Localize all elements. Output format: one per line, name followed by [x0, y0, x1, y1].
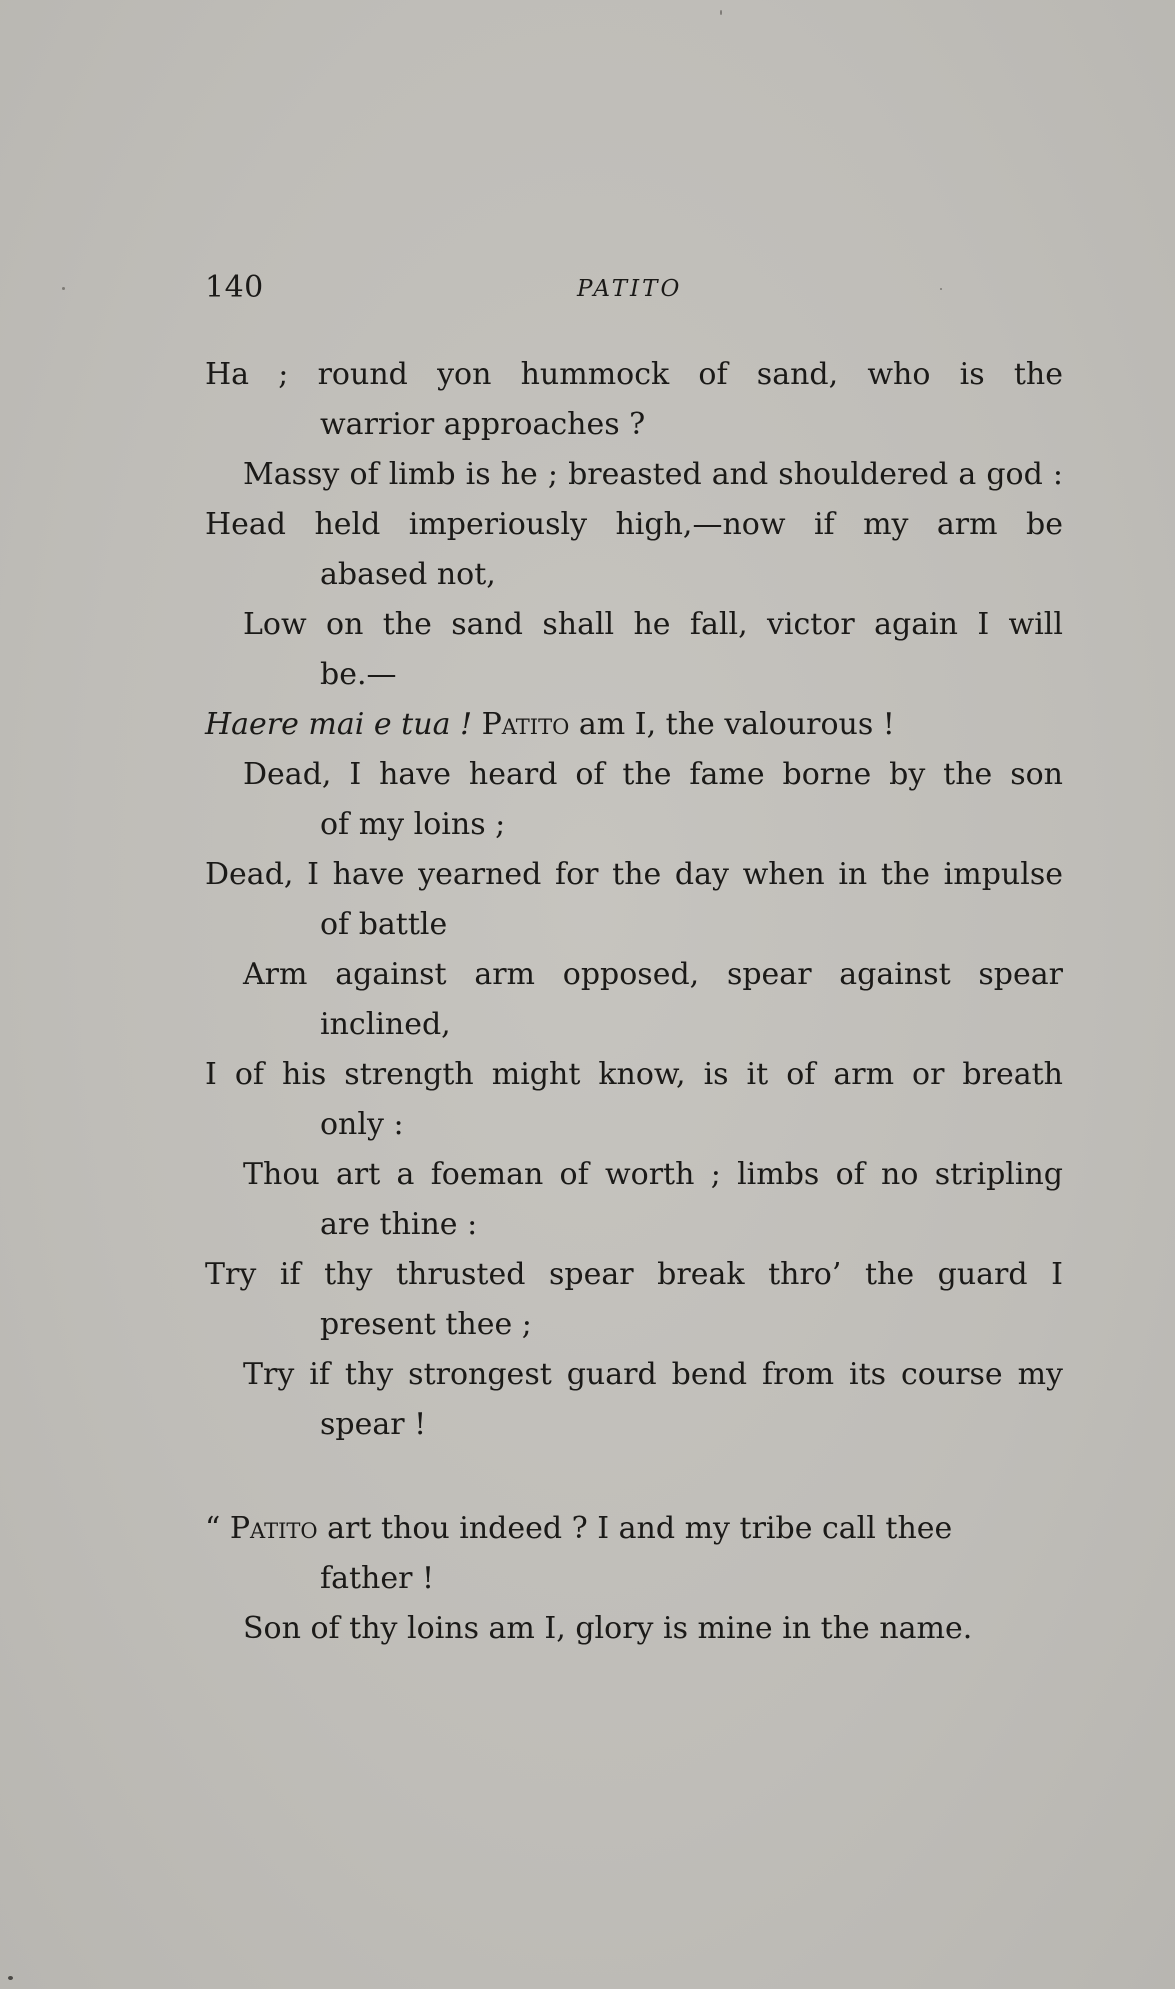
page-number: 140 [205, 270, 264, 305]
verse-line-7: be.— [320, 657, 397, 692]
verse-line-15: I of his strength might know, is it of arm or breath [205, 1057, 1063, 1092]
verse-line-23-rest: art thou indeed ? I and my tribe call thee [317, 1511, 953, 1546]
paper-speck [940, 288, 942, 290]
verse-line-10: of my loins ; [320, 807, 506, 842]
verse-line-18: are thine : [320, 1207, 478, 1242]
verse-line-8-spacer [472, 707, 482, 742]
verse-line-13: Arm against arm opposed, spear against spear [243, 957, 1063, 992]
verse-line-9: Dead, I have heard of the fame borne by the son [243, 757, 1063, 792]
running-head [205, 270, 1063, 310]
verse-line-8 [205, 706, 1063, 744]
verse-line-8-rest: am I, the valourous ! [569, 707, 895, 742]
verse-line-12: of battle [320, 907, 448, 942]
verse-line-23 [205, 1510, 1063, 1548]
verse-line-24: father ! [320, 1561, 435, 1596]
name-patito: Patito [481, 707, 570, 742]
verse-line-17: Thou art a foeman of worth ; limbs of no stripling [243, 1157, 1063, 1192]
name-patito-2: Patito [229, 1511, 318, 1546]
paper-speck [8, 1976, 13, 1980]
verse-line-1: Ha ; round yon hummock of sand, who is the [205, 357, 1063, 392]
verse-line-2: warrior approaches ? [320, 407, 646, 442]
verse-line-5: abased not, [320, 557, 496, 592]
open-quote: “ [205, 1511, 230, 1546]
running-title: PATITO [577, 276, 683, 302]
verse-line-25: Son of thy loins am I, glory is mine in the name. [243, 1611, 973, 1646]
verse-line-14: inclined, [320, 1007, 451, 1042]
paper-speck [62, 287, 65, 290]
verse-line-19: Try if thy thrusted spear break thro’ the guard I [205, 1257, 1063, 1292]
verse-line-4: Head held imperiously high,—now if my arm be [205, 507, 1063, 542]
verse-line-3: Massy of limb is he ; breasted and shouldered a god : [243, 457, 1063, 492]
verse-line-11: Dead, I have yearned for the day when in the impulse [205, 857, 1063, 892]
verse-line-22: spear ! [320, 1407, 427, 1442]
verse-line-16: only : [320, 1107, 404, 1142]
verse-line-6: Low on the sand shall he fall, victor again I will [243, 607, 1063, 642]
maori-greeting: Haere mai e tua ! [205, 707, 473, 742]
paper-speck [720, 10, 722, 15]
verse-line-21: Try if thy strongest guard bend from its course my [243, 1357, 1063, 1392]
verse-line-20: present thee ; [320, 1307, 532, 1342]
